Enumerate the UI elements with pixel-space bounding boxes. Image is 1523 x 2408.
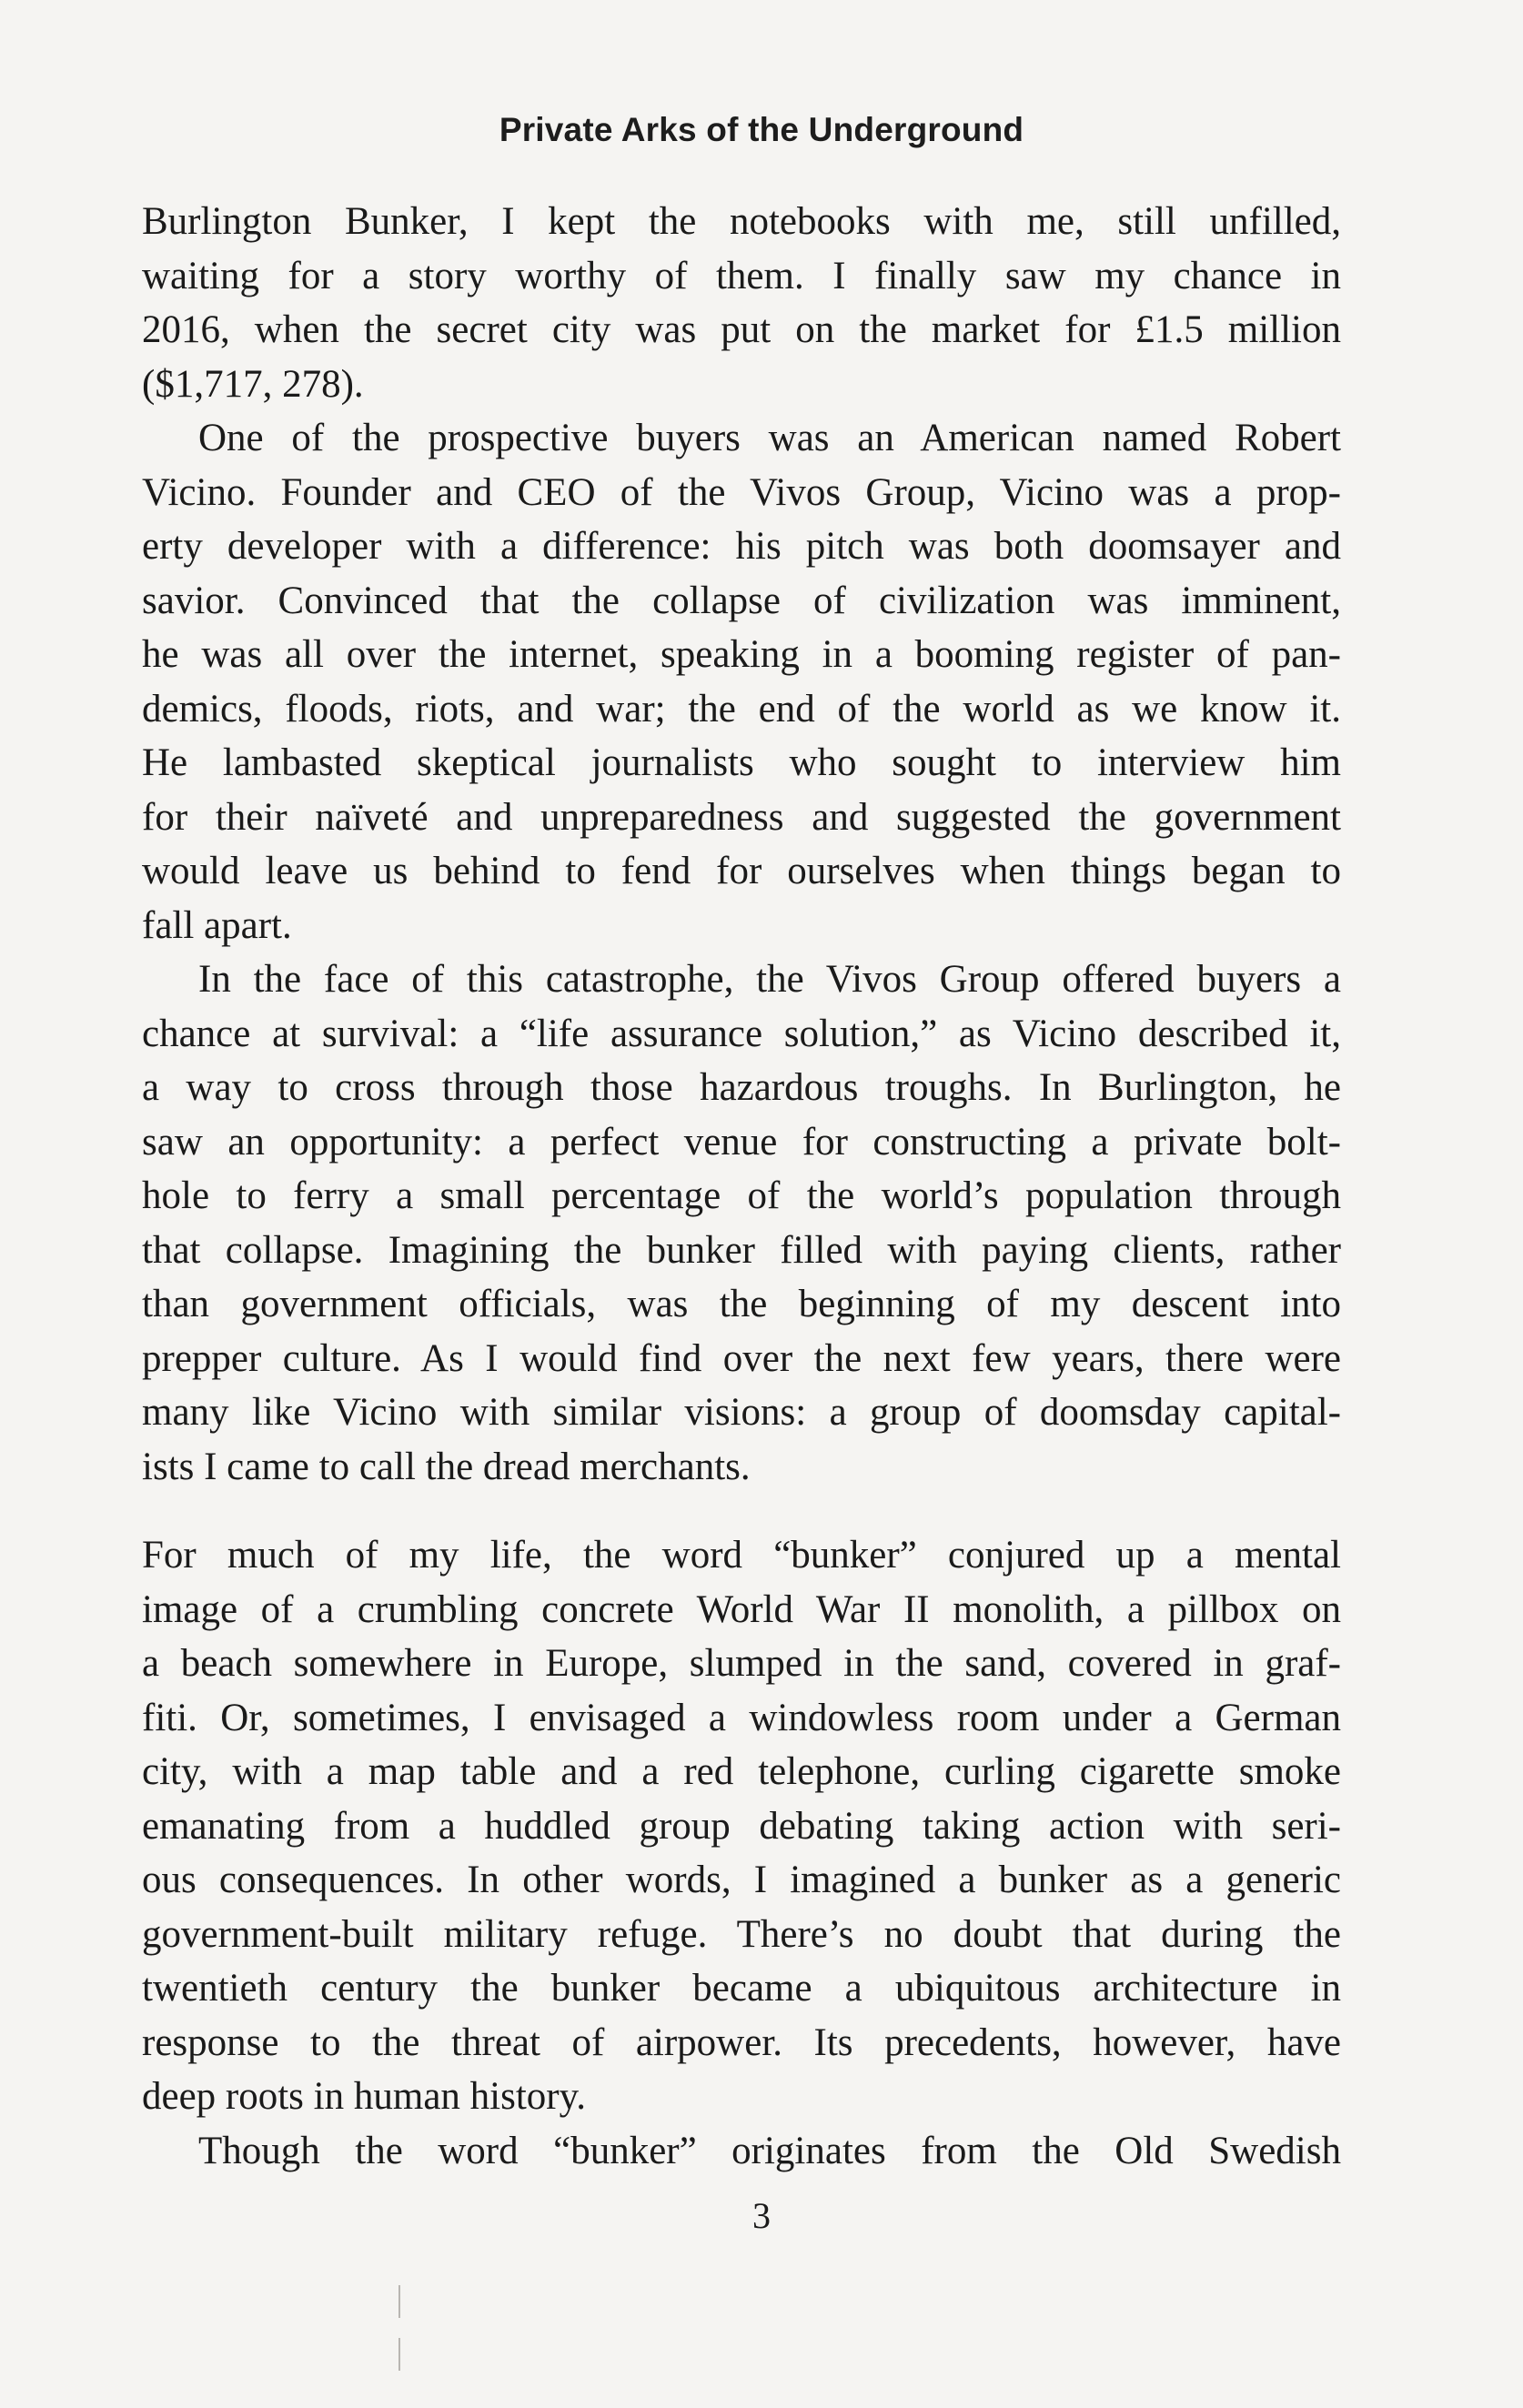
text-line: government-built military refuge. There’s no doubt that during the [142,1912,1341,1956]
text-line: ists I came to call the dread merchants. [142,1445,751,1488]
text-line: Vicino. Founder and CEO of the Vivos Group, Vicino was a prop- [142,470,1341,514]
text-line: Though the word “bunker” originates from the Old Swedish [198,2129,1341,2172]
text-line: that collapse. Imagining the bunker filled with paying clients, rather [142,1228,1341,1272]
text-line: ous consequences. In other words, I imagined a bunker as a generic [142,1859,1341,1901]
scan-mark [398,2338,400,2371]
text-line: Burlington Bunker, I kept the notebooks with me, still unfilled, [142,200,1341,243]
text-line: fall apart. [142,903,292,947]
text-line: erty developer with a difference: his pitch was both doomsayer and [142,525,1341,568]
text-line: city, with a map table and a red telephone, curling cigarette smoke [142,1750,1341,1793]
text-section-2 [142,1528,1341,2178]
text-line: a way to cross through those hazardous troughs. In Burlington, he [142,1066,1341,1109]
text-line: 2016, when the secret city was put on the market for £1.5 million [142,308,1341,351]
text-line: waiting for a story worthy of them. I finally saw my chance in [142,254,1341,297]
text-line: hole to ferry a small percentage of the world’s population through [142,1174,1341,1217]
text-line: For much of my life, the word “bunker” conjured up a mental [142,1534,1341,1577]
text-line: image of a crumbling concrete World War II monolith, a pillbox on [142,1587,1341,1631]
text-line: would leave us behind to fend for ourselves when things began to [142,850,1341,892]
text-line: saw an opportunity: a perfect venue for constructing a private bolt- [142,1120,1341,1164]
text-line: twentieth century the bunker became a ubiquitous architecture in [142,1967,1341,2010]
text-line: a beach somewhere in Europe, slumped in the sand, covered in graf- [142,1642,1341,1685]
text-section-1 [142,195,1341,1494]
text-line: He lambasted skeptical journalists who sought to interview him [142,741,1341,784]
running-head: Private Arks of the Underground [499,111,1024,148]
text-line: ($1,717, 278). [142,362,364,406]
text-line: deep roots in human history. [142,2075,587,2118]
text-line: In the face of this catastrophe, the Vivos Group offered buyers a [198,958,1341,1001]
text-line: many like Vicino with similar visions: a group of doomsday capital- [142,1391,1341,1434]
text-line: savior. Convinced that the collapse of civilization was imminent, [142,579,1341,622]
text-line: prepper culture. As I would find over the next few years, there were [142,1336,1341,1380]
text-line: demics, floods, riots, and war; the end of the world as we know it. [142,687,1341,730]
text-line: emanating from a huddled group debating taking action with seri- [142,1804,1341,1848]
scan-mark [398,2285,400,2318]
text-line: than government officials, was the beginning of my descent into [142,1283,1341,1325]
text-line: One of the prospective buyers was an American named Robert [198,417,1341,459]
text-line: fiti. Or, sometimes, I envisaged a windowless room under a German [142,1696,1341,1739]
text-line: chance at survival: a “life assurance solution,” as Vicino described it, [142,1012,1341,1055]
text-line: response to the threat of airpower. Its precedents, however, have [142,2020,1341,2064]
text-line: for their naïveté and unpreparedness and suggested the government [142,795,1341,839]
page-number: 3 [752,2195,771,2236]
text-line: he was all over the internet, speaking in a booming register of pan- [142,633,1341,676]
